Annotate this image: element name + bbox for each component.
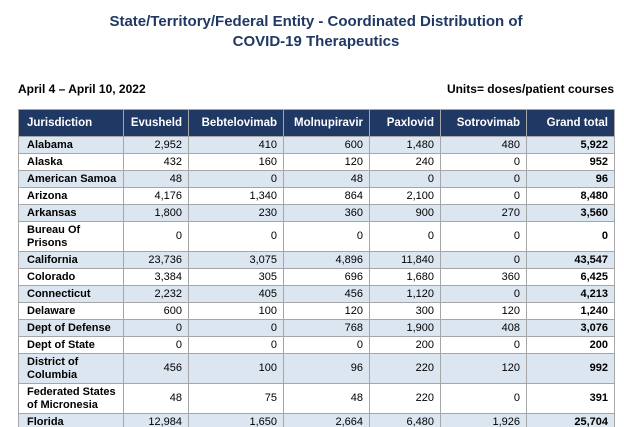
- value-cell: 100: [189, 354, 284, 384]
- value-cell: 480: [441, 137, 527, 154]
- value-cell: 696: [284, 269, 370, 286]
- value-cell: 0: [441, 222, 527, 252]
- value-cell: 0: [189, 337, 284, 354]
- value-cell: 4,896: [284, 252, 370, 269]
- value-cell: 48: [284, 171, 370, 188]
- meta-row: [18, 82, 614, 96]
- jurisdiction-cell: California: [19, 252, 124, 269]
- jurisdiction-cell: Federated States of Micronesia: [19, 384, 124, 414]
- value-cell: 410: [189, 137, 284, 154]
- jurisdiction-cell: Florida: [19, 414, 124, 427]
- value-cell: 1,480: [370, 137, 441, 154]
- units-label: Units= doses/patient courses: [446, 82, 614, 96]
- grand-total-cell: 96: [527, 171, 615, 188]
- value-cell: 600: [124, 303, 189, 320]
- jurisdiction-cell: Alaska: [19, 154, 124, 171]
- value-cell: 1,926: [441, 414, 527, 427]
- value-cell: 0: [441, 337, 527, 354]
- value-cell: 305: [189, 269, 284, 286]
- value-cell: 2,952: [124, 137, 189, 154]
- value-cell: 0: [189, 222, 284, 252]
- value-cell: 864: [284, 188, 370, 205]
- table-row: [19, 303, 615, 320]
- value-cell: 405: [189, 286, 284, 303]
- value-cell: 0: [124, 320, 189, 337]
- value-cell: 408: [441, 320, 527, 337]
- jurisdiction-cell: Dept of Defense: [19, 320, 124, 337]
- value-cell: 48: [124, 384, 189, 414]
- value-cell: 0: [370, 222, 441, 252]
- table-row: [19, 222, 615, 252]
- table-row: [19, 137, 615, 154]
- value-cell: 0: [189, 320, 284, 337]
- value-cell: 1,800: [124, 205, 189, 222]
- grand-total-cell: 43,547: [527, 252, 615, 269]
- value-cell: 1,120: [370, 286, 441, 303]
- table-row: [19, 205, 615, 222]
- value-cell: 240: [370, 154, 441, 171]
- page-title-line1: State/Territory/Federal Entity - Coordinated Distribution of: [109, 13, 523, 30]
- value-cell: 220: [370, 384, 441, 414]
- column-header-evusheld: Evusheld: [124, 110, 189, 137]
- grand-total-cell: 992: [527, 354, 615, 384]
- value-cell: 120: [441, 354, 527, 384]
- value-cell: 2,100: [370, 188, 441, 205]
- grand-total-cell: 200: [527, 337, 615, 354]
- jurisdiction-cell: Delaware: [19, 303, 124, 320]
- value-cell: 48: [124, 171, 189, 188]
- distribution-table: [18, 109, 615, 427]
- value-cell: 0: [441, 154, 527, 171]
- value-cell: 0: [441, 384, 527, 414]
- value-cell: 0: [441, 171, 527, 188]
- value-cell: 0: [124, 337, 189, 354]
- value-cell: 4,176: [124, 188, 189, 205]
- value-cell: 12,984: [124, 414, 189, 427]
- page-title: [18, 12, 614, 52]
- table-body: [19, 137, 615, 427]
- value-cell: 6,480: [370, 414, 441, 427]
- header-row: [19, 110, 615, 137]
- grand-total-cell: 4,213: [527, 286, 615, 303]
- value-cell: 1,900: [370, 320, 441, 337]
- value-cell: 600: [284, 137, 370, 154]
- value-cell: 270: [441, 205, 527, 222]
- table-row: [19, 384, 615, 414]
- table-row: [19, 320, 615, 337]
- grand-total-cell: 3,076: [527, 320, 615, 337]
- table-row: [19, 154, 615, 171]
- value-cell: 0: [189, 171, 284, 188]
- grand-total-cell: 391: [527, 384, 615, 414]
- jurisdiction-cell: Arkansas: [19, 205, 124, 222]
- value-cell: 456: [284, 286, 370, 303]
- table-header: [19, 110, 615, 137]
- value-cell: 3,075: [189, 252, 284, 269]
- value-cell: 160: [189, 154, 284, 171]
- value-cell: 2,232: [124, 286, 189, 303]
- value-cell: 230: [189, 205, 284, 222]
- value-cell: 300: [370, 303, 441, 320]
- column-header-sotrovimab: Sotrovimab: [441, 110, 527, 137]
- value-cell: 100: [189, 303, 284, 320]
- column-header-bebtelovimab: Bebtelovimab: [189, 110, 284, 137]
- grand-total-cell: 0: [527, 222, 615, 252]
- jurisdiction-cell: American Samoa: [19, 171, 124, 188]
- jurisdiction-cell: Connecticut: [19, 286, 124, 303]
- value-cell: 900: [370, 205, 441, 222]
- jurisdiction-cell: Bureau Of Prisons: [19, 222, 124, 252]
- table-row: [19, 171, 615, 188]
- value-cell: 360: [441, 269, 527, 286]
- table-row: [19, 354, 615, 384]
- value-cell: 220: [370, 354, 441, 384]
- value-cell: 48: [284, 384, 370, 414]
- jurisdiction-cell: Dept of State: [19, 337, 124, 354]
- value-cell: 0: [284, 337, 370, 354]
- grand-total-cell: 1,240: [527, 303, 615, 320]
- value-cell: 456: [124, 354, 189, 384]
- value-cell: 23,736: [124, 252, 189, 269]
- value-cell: 0: [441, 286, 527, 303]
- jurisdiction-cell: Arizona: [19, 188, 124, 205]
- column-header-paxlovid: Paxlovid: [370, 110, 441, 137]
- value-cell: 432: [124, 154, 189, 171]
- value-cell: 2,664: [284, 414, 370, 427]
- grand-total-cell: 6,425: [527, 269, 615, 286]
- value-cell: 0: [284, 222, 370, 252]
- value-cell: 1,650: [189, 414, 284, 427]
- value-cell: 0: [441, 188, 527, 205]
- value-cell: 0: [370, 171, 441, 188]
- jurisdiction-cell: Colorado: [19, 269, 124, 286]
- table-row: [19, 188, 615, 205]
- grand-total-cell: 5,922: [527, 137, 615, 154]
- page-title-line2: COVID-19 Therapeutics: [232, 33, 400, 50]
- table-row: [19, 414, 615, 427]
- table-row: [19, 337, 615, 354]
- value-cell: 96: [284, 354, 370, 384]
- date-range-label: April 4 – April 10, 2022: [18, 82, 146, 96]
- table-row: [19, 252, 615, 269]
- jurisdiction-cell: Alabama: [19, 137, 124, 154]
- grand-total-cell: 8,480: [527, 188, 615, 205]
- value-cell: 3,384: [124, 269, 189, 286]
- value-cell: 75: [189, 384, 284, 414]
- value-cell: 1,340: [189, 188, 284, 205]
- jurisdiction-cell: District of Columbia: [19, 354, 124, 384]
- grand-total-cell: 25,704: [527, 414, 615, 427]
- value-cell: 200: [370, 337, 441, 354]
- column-header-molnupiravir: Molnupiravir: [284, 110, 370, 137]
- grand-total-cell: 952: [527, 154, 615, 171]
- column-header-grand-total: Grand total: [527, 110, 615, 137]
- value-cell: 360: [284, 205, 370, 222]
- value-cell: 0: [441, 252, 527, 269]
- table-row: [19, 269, 615, 286]
- value-cell: 0: [124, 222, 189, 252]
- table-row: [19, 286, 615, 303]
- value-cell: 11,840: [370, 252, 441, 269]
- value-cell: 768: [284, 320, 370, 337]
- grand-total-cell: 3,560: [527, 205, 615, 222]
- value-cell: 120: [284, 154, 370, 171]
- value-cell: 1,680: [370, 269, 441, 286]
- column-header-jurisdiction: Jurisdiction: [19, 110, 124, 137]
- value-cell: 120: [284, 303, 370, 320]
- value-cell: 120: [441, 303, 527, 320]
